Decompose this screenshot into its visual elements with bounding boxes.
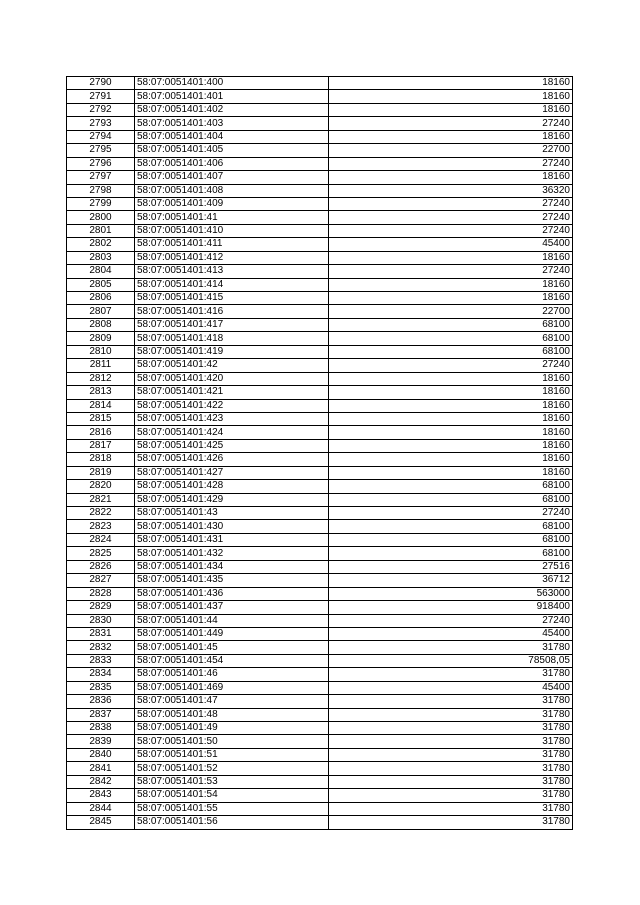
cadastral-number-cell: 58:07:0051401:43 [135, 507, 329, 520]
cadastral-number-cell: 58:07:0051401:42 [135, 359, 329, 372]
table-row [67, 359, 573, 372]
cadastral-value-cell: 22700 [329, 305, 573, 318]
cadastral-number-cell: 58:07:0051401:428 [135, 480, 329, 493]
cadastral-value-cell: 45400 [329, 681, 573, 694]
cadastral-value-cell: 31780 [329, 775, 573, 788]
table-row [67, 103, 573, 116]
table-row [67, 520, 573, 533]
table-row [67, 265, 573, 278]
row-number-cell: 2798 [67, 184, 135, 197]
cadastral-number-cell: 58:07:0051401:45 [135, 641, 329, 654]
cadastral-number-cell: 58:07:0051401:56 [135, 816, 329, 829]
row-number-cell: 2818 [67, 453, 135, 466]
cadastral-number-cell: 58:07:0051401:49 [135, 722, 329, 735]
table-row [67, 587, 573, 600]
cadastral-number-cell: 58:07:0051401:426 [135, 453, 329, 466]
table-row [67, 238, 573, 251]
cadastral-value-cell: 31780 [329, 748, 573, 761]
table-row [67, 197, 573, 210]
row-number-cell: 2822 [67, 507, 135, 520]
cadastral-value-cell: 36320 [329, 184, 573, 197]
row-number-cell: 2840 [67, 748, 135, 761]
row-number-cell: 2792 [67, 103, 135, 116]
table-row [67, 533, 573, 546]
row-number-cell: 2839 [67, 735, 135, 748]
row-number-cell: 2815 [67, 412, 135, 425]
cadastral-number-cell: 58:07:0051401:404 [135, 130, 329, 143]
cadastral-value-cell: 68100 [329, 480, 573, 493]
cadastral-value-cell: 18160 [329, 130, 573, 143]
cadastral-number-cell: 58:07:0051401:429 [135, 493, 329, 506]
table-row [67, 789, 573, 802]
cadastral-number-cell: 58:07:0051401:417 [135, 318, 329, 331]
cadastral-value-cell: 31780 [329, 789, 573, 802]
cadastral-number-cell: 58:07:0051401:412 [135, 251, 329, 264]
cadastral-number-cell: 58:07:0051401:54 [135, 789, 329, 802]
row-number-cell: 2817 [67, 439, 135, 452]
cadastral-number-cell: 58:07:0051401:423 [135, 412, 329, 425]
table-row [67, 453, 573, 466]
row-number-cell: 2795 [67, 144, 135, 157]
cadastral-value-cell: 18160 [329, 372, 573, 385]
cadastral-value-cell: 18160 [329, 412, 573, 425]
cadastral-value-cell: 31780 [329, 735, 573, 748]
row-number-cell: 2808 [67, 318, 135, 331]
cadastral-value-cell: 27240 [329, 211, 573, 224]
table-row [67, 278, 573, 291]
cadastral-value-cell: 18160 [329, 399, 573, 412]
table-row [67, 560, 573, 573]
row-number-cell: 2844 [67, 802, 135, 815]
table-row [67, 77, 573, 90]
table-row [67, 708, 573, 721]
table-row [67, 305, 573, 318]
row-number-cell: 2801 [67, 224, 135, 237]
cadastral-value-cell: 27240 [329, 157, 573, 170]
cadastral-value-cell: 27240 [329, 359, 573, 372]
row-number-cell: 2803 [67, 251, 135, 264]
table-row [67, 762, 573, 775]
cadastral-value-cell: 68100 [329, 533, 573, 546]
table-row [67, 748, 573, 761]
cadastral-number-cell: 58:07:0051401:437 [135, 601, 329, 614]
table-row [67, 144, 573, 157]
cadastral-number-cell: 58:07:0051401:408 [135, 184, 329, 197]
row-number-cell: 2824 [67, 533, 135, 546]
table-row [67, 493, 573, 506]
row-number-cell: 2826 [67, 560, 135, 573]
cadastral-number-cell: 58:07:0051401:419 [135, 345, 329, 358]
row-number-cell: 2800 [67, 211, 135, 224]
row-number-cell: 2810 [67, 345, 135, 358]
cadastral-value-cell: 18160 [329, 439, 573, 452]
table-row [67, 668, 573, 681]
cadastral-number-cell: 58:07:0051401:449 [135, 627, 329, 640]
cadastral-value-cell: 36712 [329, 574, 573, 587]
cadastral-number-cell: 58:07:0051401:424 [135, 426, 329, 439]
cadastral-value-cell: 27240 [329, 197, 573, 210]
table-row [67, 224, 573, 237]
table-row [67, 292, 573, 305]
table-row [67, 399, 573, 412]
cadastral-number-cell: 58:07:0051401:48 [135, 708, 329, 721]
row-number-cell: 2835 [67, 681, 135, 694]
cadastral-number-cell: 58:07:0051401:406 [135, 157, 329, 170]
table-row [67, 735, 573, 748]
table-row [67, 332, 573, 345]
row-number-cell: 2812 [67, 372, 135, 385]
cadastral-number-cell: 58:07:0051401:427 [135, 466, 329, 479]
cadastral-value-cell: 918400 [329, 601, 573, 614]
row-number-cell: 2816 [67, 426, 135, 439]
cadastral-number-cell: 58:07:0051401:432 [135, 547, 329, 560]
row-number-cell: 2793 [67, 117, 135, 130]
row-number-cell: 2829 [67, 601, 135, 614]
row-number-cell: 2838 [67, 722, 135, 735]
row-number-cell: 2825 [67, 547, 135, 560]
cadastral-value-cell: 31780 [329, 722, 573, 735]
cadastral-number-cell: 58:07:0051401:469 [135, 681, 329, 694]
table-row [67, 681, 573, 694]
table-row [67, 117, 573, 130]
cadastral-number-cell: 58:07:0051401:422 [135, 399, 329, 412]
cadastral-value-cell: 18160 [329, 386, 573, 399]
cadastral-value-cell: 45400 [329, 238, 573, 251]
cadastral-value-cell: 31780 [329, 802, 573, 815]
cadastral-value-cell: 27240 [329, 224, 573, 237]
cadastral-value-cell: 68100 [329, 520, 573, 533]
table-row [67, 130, 573, 143]
row-number-cell: 2833 [67, 654, 135, 667]
cadastral-number-cell: 58:07:0051401:415 [135, 292, 329, 305]
cadastral-number-cell: 58:07:0051401:50 [135, 735, 329, 748]
table-row [67, 775, 573, 788]
table-row [67, 426, 573, 439]
cadastral-number-cell: 58:07:0051401:410 [135, 224, 329, 237]
cadastral-value-cell: 22700 [329, 144, 573, 157]
cadastral-value-cell: 78508,05 [329, 654, 573, 667]
cadastral-value-cell: 18160 [329, 278, 573, 291]
cadastral-number-cell: 58:07:0051401:55 [135, 802, 329, 815]
cadastral-number-cell: 58:07:0051401:405 [135, 144, 329, 157]
cadastral-value-cell: 31780 [329, 668, 573, 681]
row-number-cell: 2827 [67, 574, 135, 587]
row-number-cell: 2820 [67, 480, 135, 493]
table-row [67, 601, 573, 614]
cadastral-value-cell: 27516 [329, 560, 573, 573]
row-number-cell: 2836 [67, 695, 135, 708]
cadastral-value-cell: 18160 [329, 171, 573, 184]
table-row [67, 466, 573, 479]
cadastral-value-cell: 68100 [329, 318, 573, 331]
cadastral-number-cell: 58:07:0051401:401 [135, 90, 329, 103]
row-number-cell: 2813 [67, 386, 135, 399]
cadastral-number-cell: 58:07:0051401:409 [135, 197, 329, 210]
cadastral-number-cell: 58:07:0051401:414 [135, 278, 329, 291]
row-number-cell: 2841 [67, 762, 135, 775]
cadastral-number-cell: 58:07:0051401:44 [135, 614, 329, 627]
cadastral-value-cell: 18160 [329, 77, 573, 90]
table-row [67, 412, 573, 425]
cadastral-number-cell: 58:07:0051401:435 [135, 574, 329, 587]
table-row [67, 157, 573, 170]
row-number-cell: 2796 [67, 157, 135, 170]
table-row [67, 547, 573, 560]
cadastral-number-cell: 58:07:0051401:46 [135, 668, 329, 681]
table-row [67, 439, 573, 452]
cadastral-value-cell: 31780 [329, 641, 573, 654]
table-row [67, 722, 573, 735]
cadastral-value-cell: 18160 [329, 90, 573, 103]
table-row [67, 184, 573, 197]
cadastral-number-cell: 58:07:0051401:403 [135, 117, 329, 130]
table-row [67, 386, 573, 399]
table-row [67, 574, 573, 587]
row-number-cell: 2834 [67, 668, 135, 681]
row-number-cell: 2806 [67, 292, 135, 305]
cadastral-number-cell: 58:07:0051401:407 [135, 171, 329, 184]
row-number-cell: 2811 [67, 359, 135, 372]
cadastral-value-cell: 18160 [329, 466, 573, 479]
row-number-cell: 2821 [67, 493, 135, 506]
table-row [67, 211, 573, 224]
cadastral-value-cell: 18160 [329, 103, 573, 116]
cadastral-number-cell: 58:07:0051401:51 [135, 748, 329, 761]
cadastral-value-cell: 31780 [329, 695, 573, 708]
row-number-cell: 2819 [67, 466, 135, 479]
table-row [67, 345, 573, 358]
cadastral-value-cell: 18160 [329, 251, 573, 264]
table-row [67, 90, 573, 103]
row-number-cell: 2837 [67, 708, 135, 721]
cadastral-value-cell: 27240 [329, 265, 573, 278]
row-number-cell: 2794 [67, 130, 135, 143]
cadastral-value-cell: 27240 [329, 507, 573, 520]
cadastral-number-cell: 58:07:0051401:421 [135, 386, 329, 399]
cadastral-number-cell: 58:07:0051401:420 [135, 372, 329, 385]
cadastral-number-cell: 58:07:0051401:430 [135, 520, 329, 533]
cadastral-value-cell: 27240 [329, 614, 573, 627]
row-number-cell: 2797 [67, 171, 135, 184]
table-row [67, 695, 573, 708]
cadastral-value-cell: 31780 [329, 816, 573, 829]
row-number-cell: 2802 [67, 238, 135, 251]
row-number-cell: 2814 [67, 399, 135, 412]
cadastral-value-cell: 31780 [329, 762, 573, 775]
cadastral-value-cell: 68100 [329, 493, 573, 506]
cadastral-value-cell: 18160 [329, 453, 573, 466]
row-number-cell: 2831 [67, 627, 135, 640]
row-number-cell: 2823 [67, 520, 135, 533]
table-row [67, 507, 573, 520]
cadastral-number-cell: 58:07:0051401:402 [135, 103, 329, 116]
cadastral-number-cell: 58:07:0051401:47 [135, 695, 329, 708]
table-row [67, 816, 573, 829]
row-number-cell: 2804 [67, 265, 135, 278]
cadastral-number-cell: 58:07:0051401:454 [135, 654, 329, 667]
row-number-cell: 2791 [67, 90, 135, 103]
row-number-cell: 2842 [67, 775, 135, 788]
table-body [67, 77, 573, 830]
table-row [67, 641, 573, 654]
table-row [67, 251, 573, 264]
row-number-cell: 2807 [67, 305, 135, 318]
cadastral-number-cell: 58:07:0051401:425 [135, 439, 329, 452]
cadastral-value-cell: 31780 [329, 708, 573, 721]
table-row [67, 318, 573, 331]
cadastral-value-cell: 68100 [329, 547, 573, 560]
cadastral-number-cell: 58:07:0051401:416 [135, 305, 329, 318]
cadastral-number-cell: 58:07:0051401:411 [135, 238, 329, 251]
cadastral-value-cell: 45400 [329, 627, 573, 640]
row-number-cell: 2843 [67, 789, 135, 802]
table-row [67, 480, 573, 493]
row-number-cell: 2828 [67, 587, 135, 600]
table-row [67, 654, 573, 667]
table-row [67, 802, 573, 815]
cadastral-number-cell: 58:07:0051401:434 [135, 560, 329, 573]
cadastral-value-cell: 563000 [329, 587, 573, 600]
cadastral-value-cell: 18160 [329, 426, 573, 439]
cadastral-number-cell: 58:07:0051401:400 [135, 77, 329, 90]
row-number-cell: 2832 [67, 641, 135, 654]
row-number-cell: 2805 [67, 278, 135, 291]
row-number-cell: 2809 [67, 332, 135, 345]
cadastral-value-cell: 18160 [329, 292, 573, 305]
cadastral-number-cell: 58:07:0051401:41 [135, 211, 329, 224]
cadastral-number-cell: 58:07:0051401:418 [135, 332, 329, 345]
cadastral-value-table [66, 76, 573, 830]
row-number-cell: 2845 [67, 816, 135, 829]
cadastral-value-cell: 68100 [329, 332, 573, 345]
row-number-cell: 2830 [67, 614, 135, 627]
cadastral-number-cell: 58:07:0051401:413 [135, 265, 329, 278]
cadastral-value-cell: 68100 [329, 345, 573, 358]
table-row [67, 171, 573, 184]
cadastral-number-cell: 58:07:0051401:431 [135, 533, 329, 546]
table-row [67, 372, 573, 385]
cadastral-value-cell: 27240 [329, 117, 573, 130]
table-row [67, 614, 573, 627]
cadastral-number-cell: 58:07:0051401:53 [135, 775, 329, 788]
row-number-cell: 2790 [67, 77, 135, 90]
table-row [67, 627, 573, 640]
cadastral-number-cell: 58:07:0051401:52 [135, 762, 329, 775]
cadastral-number-cell: 58:07:0051401:436 [135, 587, 329, 600]
row-number-cell: 2799 [67, 197, 135, 210]
